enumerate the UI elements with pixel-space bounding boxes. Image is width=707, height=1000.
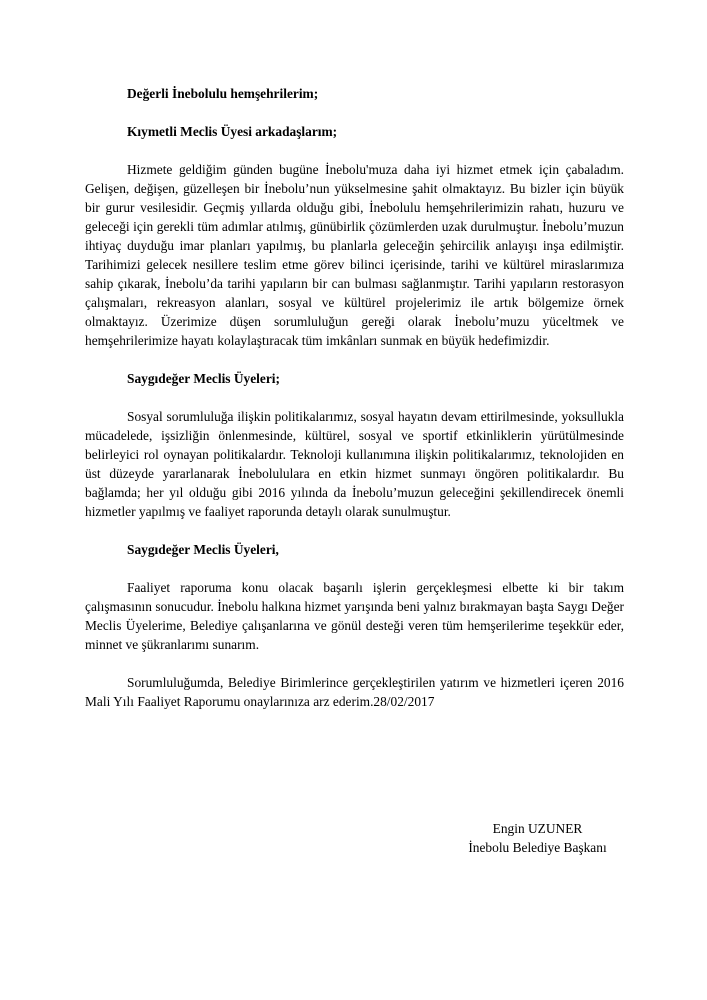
body-paragraph-3: Faaliyet raporuma konu olacak başarılı işlerin gerçekleşmesi elbette ki bir takım çalışmasının sonucudur. İnebolu halkına hizmet yarışında beni yalnız bırakmayan başta Saygı Değer Meclis Üyelerime, Belediye çalışanlarına ve gönül desteği veren tüm hemşerilerime teşekkür eder, minnet ve şükranlarımı sunarım. — [85, 580, 624, 652]
salutation-heading-4: Saygıdeğer Meclis Üyeleri, — [127, 542, 279, 557]
body-paragraph-1: Hizmete geldiğim günden bugüne İnebolu'muza daha iyi hizmet etmek için çabaladım. Gelişen, değişen, güzelleşen bir İnebolu’nun yükselmesine şahit olmaktayız. Bu bizler için büyük bir gurur vesilesidir. Geçmiş yıllarda olduğu gibi, İnebolulu hemşehrilerimizin rahatı, huzuru ve geleceği için gerekli tüm adımlar atılmış, günübirlik çözümlerden uzak durulmuştur. İnebolu’muzun ihtiyaç duyduğu imar planları yapılmış, bu planlarla geleceğin şehircilik anlayışı inşa edilmiştir. Tarihimizi gelecek nesillere teslim etme görev bilinci içerisinde, tarihi ve kültürel miraslarımıza sahip çıkarak, İnebolu’da tarihi yapıların bir can bulması sağlanmıştır. Tarihi yapıların restorasyon çalışmaları, rekreasyon alanları, sosyal ve kültürel projelerimiz ile artık bölgemize örnek olmaktayız. Üzerimize düşen sorumluluğun gereği olarak İnebolu’muzu yüceltmek ve hemşehrilerimize hayatı kolaylaştıracak tüm imkânları sunmak en büyük hedefimizdir. — [85, 162, 624, 348]
closing-paragraph: Sorumluluğumda, Belediye Birimlerince gerçekleştirilen yatırım ve hizmetleri içeren 2016 Mali Yılı Faaliyet Raporumu onaylarınıza arz ederim.28/02/2017 — [85, 675, 624, 709]
salutation-heading-3: Saygıdeğer Meclis Üyeleri; — [127, 371, 280, 386]
signature-title: İnebolu Belediye Başkanı — [468, 840, 607, 855]
salutation-heading-1: Değerli İnebolulu hemşehrilerim; — [127, 86, 319, 101]
signature-block — [420, 819, 655, 857]
body-paragraph-2: Sosyal sorumluluğa ilişkin politikalarımız, sosyal hayatın devam ettirilmesinde, yoksullukla mücadelede, işsizliğin önlenmesinde, kültürel, sosyal ve sportif etkinliklerin yürütülmesinde belirleyici rol oynayan politikalardır. Teknoloji kullanımına ilişkin politikalarımız, teknolojiden en üst düzeyde yararlanarak İnebolululara en etkin hizmet sunmayı öngören politikalardır. Bu bağlamda; her yıl olduğu gibi 2016 yılında da İnebolu’muzun geleceğini şekillendirecek önemli hizmetler yapılmış ve faaliyet raporunda detaylı olarak sunulmuştur. — [85, 409, 624, 519]
signature-name: Engin UZUNER — [492, 821, 583, 836]
salutation-heading-2: Kıymetli Meclis Üyesi arkadaşlarım; — [127, 124, 338, 139]
